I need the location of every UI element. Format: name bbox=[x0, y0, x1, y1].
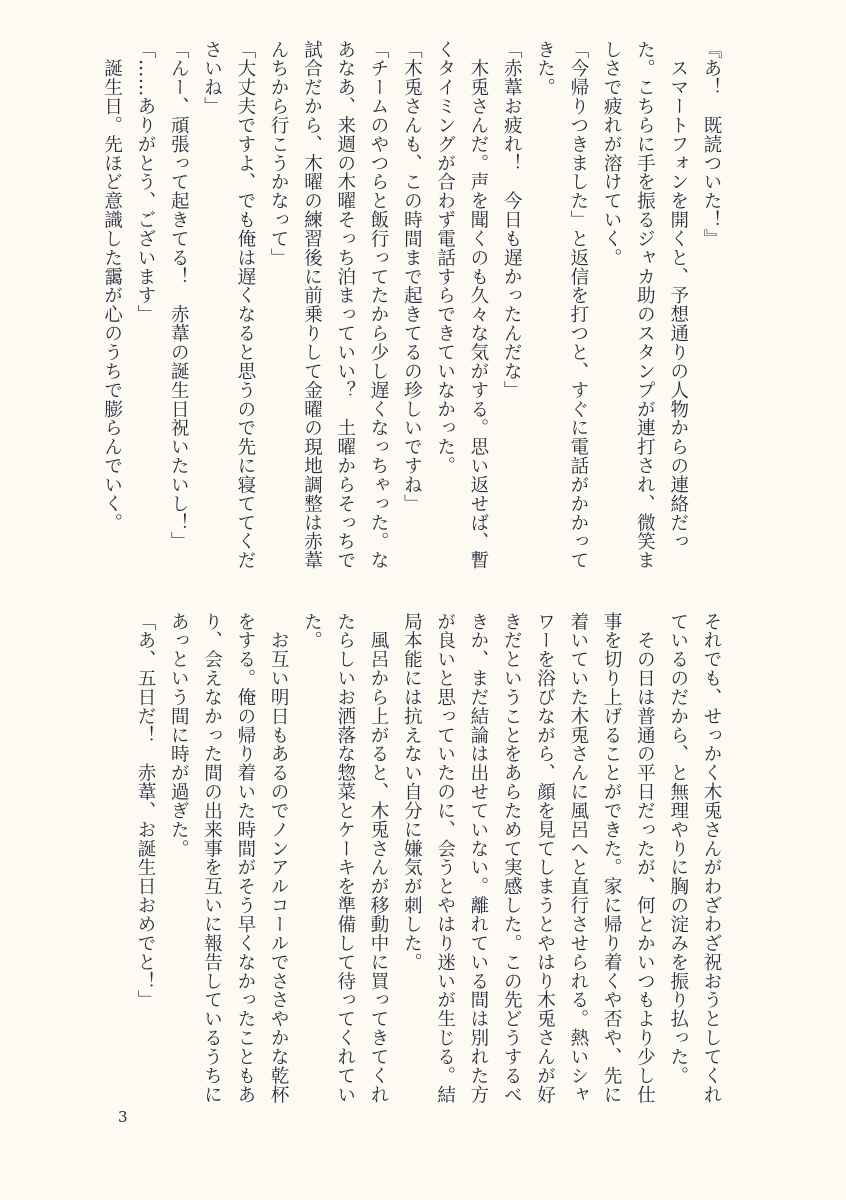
paragraph: 「チームのやつらと飯行ってたから少し遅くなっちゃった。なあなあ、来週の木曜そっち泊まっていい？ 土曜からそっちで試合だから、木曜の練習後に前乗りして金曜の現地調整は赤葦んちから行こうかなって」 bbox=[268, 40, 390, 570]
paragraph: 風呂から上がると、木兎さんが移動中に買ってきてくれたらしいお洒落な惣菜とケーキを準備して待ってくれていた。 bbox=[301, 612, 390, 1104]
paragraph: 「今帰りつきました」と返信を打つと、すぐに電話がかかってきた。 bbox=[534, 40, 589, 570]
paragraph: 『あ！ 既読ついた！』 bbox=[701, 40, 722, 249]
paragraph: 「……ありがとう、ございます」 bbox=[134, 40, 156, 324]
page-number: 3 bbox=[118, 1108, 128, 1126]
paragraph: 誕生日。先ほど意識した靄が心のうちで膨らんでいく。 bbox=[101, 40, 123, 532]
paragraph: お互い明日もあるのでノンアルコールでささやかな乾杯をする。俺の帰り着いた時間がそう早くなかったこともあり、会えなかった間の出来事を互いに報告しているうちにあっという間に時が過ぎた。 bbox=[168, 612, 290, 1104]
paragraph: 「赤葦お疲れ！ 今日も遅かったんだな」 bbox=[501, 40, 523, 400]
paragraph: 「あ、五日だ！ 赤葦、お誕生日おめでと！」 bbox=[134, 612, 156, 1010]
lower-text-block bbox=[125, 612, 728, 1104]
paragraph: 「んー、頑張って起きてる！ 赤葦の誕生日祝いたいし！」 bbox=[168, 40, 190, 551]
paragraph: それでも、せっかく木兎さんがわざわざ祝おうとしてくれているのだから、と無理やりに胸の淀みを振り払った。 bbox=[667, 612, 722, 1104]
upper-text-block bbox=[101, 40, 728, 585]
paragraph: スマートフォンを開くと、予想通りの人物からの連絡だった。こちらに手を振るジャカ助のスタンプが連打され、微笑ましさで疲れが溶けていく。 bbox=[601, 40, 689, 570]
paragraph: その日は普通の平日だったが、何とかいつもより少し仕事を切り上げることができた。家に帰り着くや否や、先に着いていた木兎さんに風呂へと直行させられる。熱いシャワーを浴びながら、顔を見てしまうとやはり木兎さんが好きだということをあらためて実感した。この先どうするべきか、まだ結論は出せていない。離れている間は別れた方が良いと思っていたのに、会うとやはり迷いが生じる。結局本能には抗えない自分に嫌気が刺した。 bbox=[401, 612, 656, 1104]
paragraph: 「木兎さんも、この時間まで起きてるの珍しいですね」 bbox=[401, 40, 423, 513]
paragraph: 「大丈夫ですよ、でも俺は遅くなると思うので先に寝ててくださいね」 bbox=[201, 40, 256, 570]
paragraph: 木兎さんだ。声を聞くのも久々な気がする。思い返せば、暫くタイミングが合わず電話すらできていなかった。 bbox=[434, 40, 489, 570]
